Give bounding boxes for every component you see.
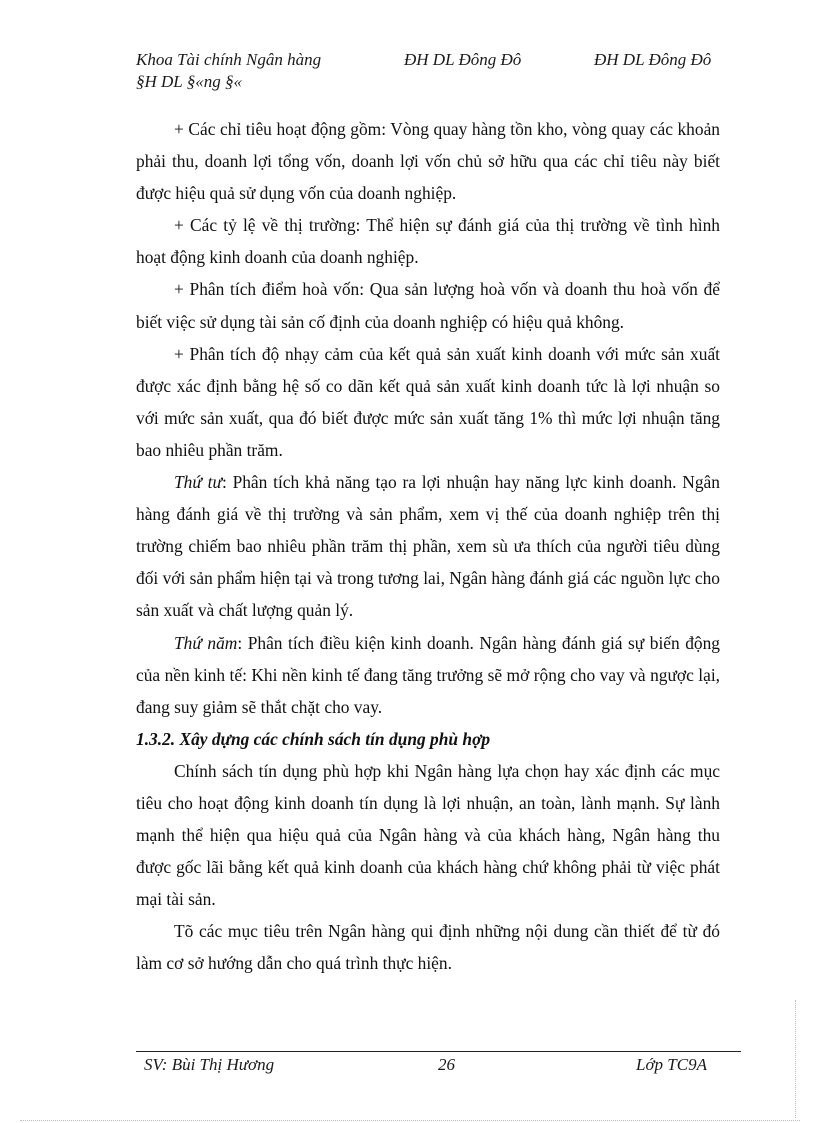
paragraph-break-even: + Phân tích điểm hoà vốn: Qua sản lượng hoà vốn và doanh thu hoà vốn để biết việc sử dụng tài sản cố định của doanh nghiệp có hiệu quả không. <box>136 279 720 332</box>
paragraph-sensitivity: + Phân tích độ nhạy cảm của kết quả sản xuất kinh doanh với mức sản xuất được xác định bằng hệ số co dãn kết quả sản xuất kinh doanh tức là lợi nhuận so với mức sản xuất, qua đó biết được mức sản xuất tăng 1% thì mức lợi nhuận tăng bao nhiêu phần trăm. <box>136 343 720 460</box>
page-edge-vertical-dotted-line <box>795 1000 796 1118</box>
paragraph-fifth <box>136 627 720 723</box>
paragraph-fifth-lead: Thứ năm <box>174 632 238 653</box>
paragraph-credit-policy: Chính sách tín dụng phù hợp khi Ngân hàng lựa chọn hay xác định các mục tiêu cho hoạt động kinh doanh tín dụng là lợi nhuận, an toàn, lành mạnh. Sự lành mạnh thể hiện qua hiệu quả của Ngân hàng và của khách hàng, Ngân hàng thu được gốc lãi bằng kết quả kinh doanh của khách hàng chứ không phải từ việc phát mại tài sản. <box>136 760 720 910</box>
paragraph-market-ratios: + Các tỷ lệ về thị trường: Thể hiện sự đánh giá của thị trường về tình hình hoạt động kinh doanh của doanh nghiệp. <box>136 215 720 268</box>
paragraph-fifth-text: : Phân tích điều kiện kinh doanh. Ngân hàng đánh giá sự biến động của nền kinh tế: Khi nền kinh tế đang tăng trưởng sẽ mở rộng cho vay và ngược lại, đang suy giảm sẽ thắt chặt cho vay. <box>136 632 721 717</box>
header-university: ĐH DL Đông Đô <box>404 50 522 69</box>
footer-divider <box>136 1051 741 1052</box>
paragraph-fourth-lead: Thứ tư <box>174 472 222 493</box>
header-university-repeat: ĐH DL Đông Đô <box>594 50 712 69</box>
footer-page-number: 26 <box>438 1055 455 1074</box>
footer-class: Lớp TC9A <box>636 1055 707 1074</box>
document-body <box>136 113 720 980</box>
header-faculty: Khoa Tài chính Ngân hàng <box>136 50 322 69</box>
paragraph-activity-ratios: + Các chỉ tiêu hoạt động gồm: Vòng quay hàng tồn kho, vòng quay các khoản phải thu, doanh lợi tổng vốn, doanh lợi vốn chủ sở hữu qua các chỉ tiêu này biết được hiệu quả sử dụng vốn của doanh nghiệp. <box>136 119 720 204</box>
footer-student: SV: Bùi Thị Hương <box>144 1055 275 1074</box>
paragraph-objectives: Tõ các mục tiêu trên Ngân hàng qui định những nội dung cần thiết để từ đó làm cơ sở hướng dẫn cho quá trình thực hiện. <box>136 921 720 974</box>
paragraph-fourth-text: : Phân tích khả năng tạo ra lợi nhuận hay năng lực kinh doanh. Ngân hàng đánh giá về thị trường và sản phẩm, xem vị thế của doanh nghiệp trên thị trường chiếm bao nhiêu phần trăm thị phần, xem sù ưa thích của người tiêu dùng đối với sản phẩm hiện tại và trong tương lai, Ngân hàng đánh giá các nguồn lực cho sản xuất và chất lượng quản lý. <box>136 472 720 621</box>
page-edge-dotted-line <box>20 1120 800 1121</box>
header-university-garbled: §H DL §«ng §« <box>136 72 242 91</box>
section-heading: 1.3.2. Xây dựng các chính sách tín dụng phù hợp <box>136 728 491 749</box>
paragraph-fourth <box>136 466 720 626</box>
